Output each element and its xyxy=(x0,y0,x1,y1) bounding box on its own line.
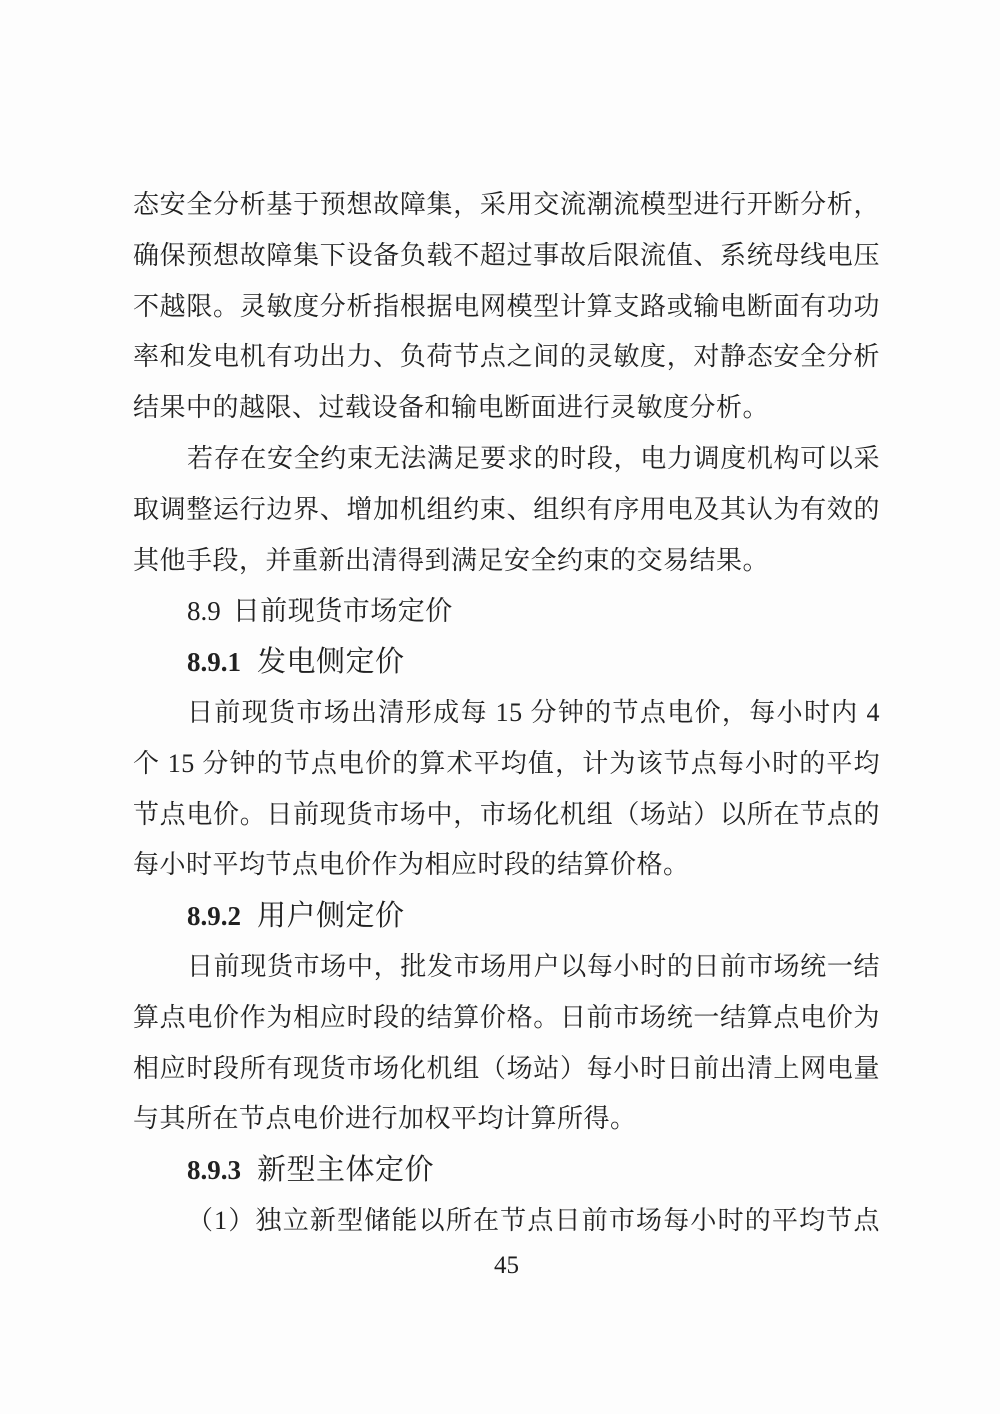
text-line: 取调整运行边界、增加机组约束、组织有序用电及其认为有效的 xyxy=(133,494,880,524)
text-line: 若存在安全约束无法满足要求的时段，电力调度机构可以采 xyxy=(187,443,880,473)
text-line: 每小时平均节点电价作为相应时段的结算价格。 xyxy=(133,850,690,880)
heading-number: 8.9 xyxy=(187,596,221,627)
heading-title: 新型主体定价 xyxy=(257,1154,435,1187)
text-line: 日前现货市场出清形成每 15 分钟的节点电价，每小时内 4 xyxy=(187,697,880,727)
heading-title: 用户侧定价 xyxy=(257,900,405,933)
text-line: （1）独立新型储能以所在节点日前市场每小时的平均节点 xyxy=(187,1205,880,1235)
heading-title: 发电侧定价 xyxy=(257,646,405,679)
text-line: 其他手段，并重新出清得到满足安全约束的交易结果。 xyxy=(133,545,770,575)
text-line: 节点电价。日前现货市场中，市场化机组（场站）以所在节点的 xyxy=(133,799,880,829)
text-line: 日前现货市场中，批发市场用户以每小时的日前市场统一结 xyxy=(187,951,880,981)
section-heading-8-9-1 xyxy=(133,637,880,688)
section-heading-8-9-2 xyxy=(133,891,880,942)
text-line: 态安全分析基于预想故障集，采用交流潮流模型进行开断分析， xyxy=(133,190,880,219)
heading-title: 日前现货市场定价 xyxy=(232,596,453,627)
page-number: 45 xyxy=(494,1252,519,1279)
text-line: 与其所在节点电价进行加权平均计算所得。 xyxy=(133,1104,637,1134)
text-line: 不越限。灵敏度分析指根据电网模型计算支路或输电断面有功功 xyxy=(133,291,880,321)
text-column xyxy=(133,180,880,1247)
text-line: 确保预想故障集下设备负载不超过事故后限流值、系统母线电压 xyxy=(133,240,880,270)
text-line: 率和发电机有功出力、负荷节点之间的灵敏度，对静态安全分析 xyxy=(133,342,880,372)
section-heading-8-9-3 xyxy=(133,1145,880,1196)
heading-number: 8.9.1 xyxy=(187,647,241,678)
text-line: 算点电价作为相应时段的结算价格。日前市场统一结算点电价为 xyxy=(133,1002,880,1032)
text-line: 相应时段所有现货市场化机组（场站）每小时日前出清上网电量 xyxy=(133,1053,880,1083)
heading-number: 8.9.3 xyxy=(187,1155,241,1186)
section-heading-8-9 xyxy=(133,586,880,637)
text-line: 个 15 分钟的节点电价的算术平均值，计为该节点每小时的平均 xyxy=(133,748,880,778)
heading-number: 8.9.2 xyxy=(187,901,241,932)
text-line: 结果中的越限、过载设备和输电断面进行灵敏度分析。 xyxy=(133,393,770,423)
